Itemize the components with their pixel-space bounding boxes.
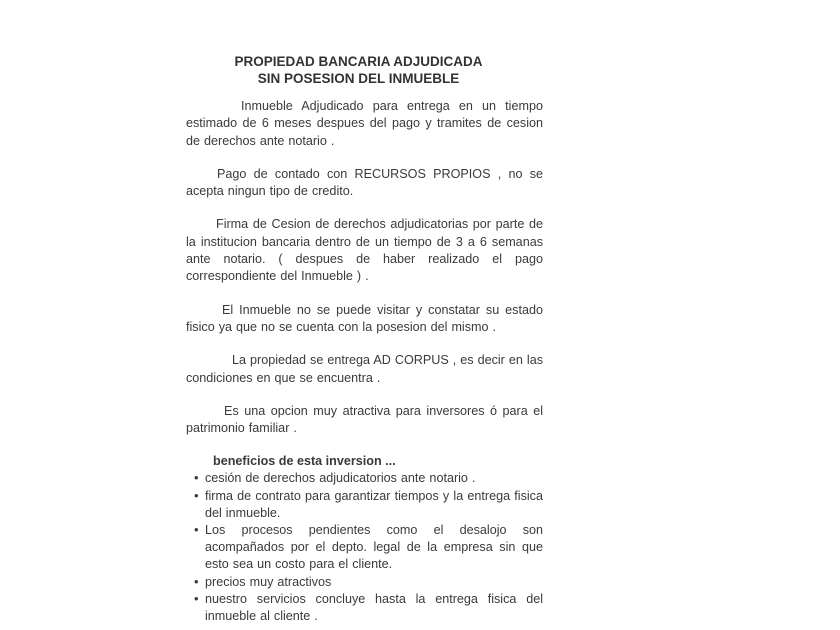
paragraph-payment-terms: Pago de contado con RECURSOS PROPIOS , no se acepta ningun tipo de credito.: [186, 166, 543, 199]
bullet-icon: •: [194, 590, 199, 606]
list-item-text: cesión de derechos adjudicatorios ante notario .: [205, 471, 476, 486]
list-item-cesion: [186, 470, 543, 487]
document-content: [186, 53, 543, 625]
page-title: [186, 53, 543, 87]
list-item-text: firma de contrato para garantizar tiempos y la entrega fisica del inmueble.: [205, 488, 543, 520]
paragraph-delivery-time: Inmueble Adjudicado para entrega en un tiempo estimado de 6 meses despues del pago y tramites de cesion de derechos ante notario .: [186, 99, 543, 148]
list-item-precios: [186, 574, 543, 591]
paragraph-signature-terms: Firma de Cesion de derechos adjudicatorias por parte de la institucion bancaria dentro de un tiempo de 3 a 6 semanas ante notario. ( despues de haber realizado el pago correspondiente del Inmueble ) .: [186, 217, 543, 284]
paragraph-no-visit: El Inmueble no se puede visitar y constatar su estado fisico ya que no se cuenta con la posesion del mismo .: [186, 302, 543, 334]
list-item-contrato: [186, 488, 543, 522]
title-line-2: SIN POSESION DEL INMUEBLE: [257, 71, 460, 86]
paragraph-investment-option: Es una opcion muy atractiva para inversores ó para el patrimonio familiar .: [186, 403, 543, 436]
benefits-header: beneficios de esta inversion ...: [213, 454, 396, 469]
bullet-icon: •: [194, 487, 199, 503]
list-item-servicios: [186, 591, 543, 625]
list-item-procesos: [186, 522, 543, 574]
list-item-text: precios muy atractivos: [205, 574, 332, 589]
list-item-text: Los procesos pendientes como el desalojo son acompañados por el depto. legal de la empresa sin que esto sea un costo para el cliente.: [205, 523, 543, 572]
list-item-text: nuestro servicios concluye hasta la entrega fisica del inmueble al cliente .: [205, 591, 543, 624]
title-line-1: PROPIEDAD BANCARIA ADJUDICADA: [234, 54, 483, 69]
bullet-icon: •: [194, 522, 199, 538]
paragraph-ad-corpus: La propiedad se entrega AD CORPUS , es decir en las condiciones en que se encuentra .: [186, 353, 543, 385]
benefits-list: [186, 470, 543, 625]
bullet-icon: •: [194, 470, 199, 486]
bullet-icon: •: [194, 573, 199, 589]
